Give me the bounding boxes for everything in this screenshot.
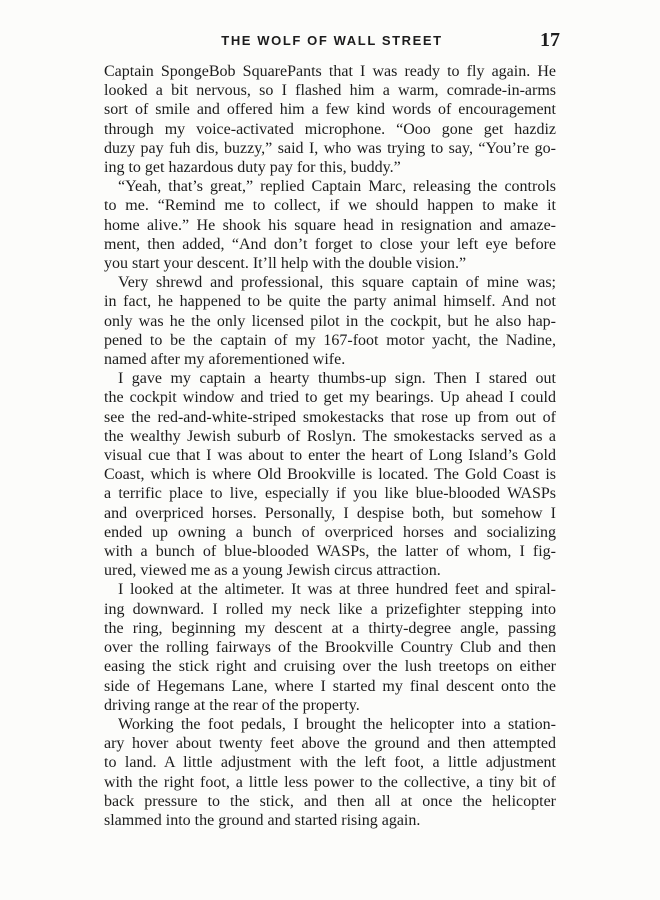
text-line: ary hover about twenty feet above the ground and then attempted (104, 735, 556, 753)
text-line: ment, then added, “And don’t forget to close your left eye before (104, 235, 556, 253)
text-line: you start your descent. It’ll help with the double vision.” (104, 255, 467, 273)
text-line: back pressure to the stick, and then all at once the helicopter (104, 792, 556, 810)
text-line: ing to get hazardous duty pay for this, buddy.” (104, 159, 401, 177)
text-line: the wealthy Jewish suburb of Roslyn. The smokestacks served as a (104, 427, 556, 445)
text-line: Working the foot pedals, I brought the helicopter into a station- (118, 715, 556, 733)
text-line: I looked at the altimeter. It was at three hundred feet and spiral- (118, 581, 556, 599)
text-line: the ring, beginning my descent at a thirty-degree angle, passing (104, 619, 556, 637)
page-number: 17 (540, 29, 560, 51)
text-line: side of Hegemans Lane, where I started my final descent onto the (104, 677, 556, 695)
running-head: THE WOLF OF WALL STREET (221, 33, 443, 48)
text-line: visual cue that I was about to enter the heart of Long Island’s Gold (104, 447, 556, 465)
text-line: Very shrewd and professional, this square captain of mine was; (118, 274, 556, 292)
text-line: named after my aforementioned wife. (104, 351, 346, 369)
text-line: to me. “Remind me to collect, if we should happen to make it (104, 197, 556, 215)
text-line: with a bunch of blue-blooded WASPs, the latter of whom, I fig- (104, 543, 556, 561)
text-line: through my voice-activated microphone. “Ooo gone get hazdiz (104, 120, 556, 138)
text-line: to land. A little adjustment with the left foot, a little adjustment (104, 754, 556, 772)
text-line: over the rolling fairways of the Brookville Country Club and then (104, 639, 556, 657)
paragraph (104, 62, 556, 177)
text-line: in fact, he happened to be quite the party animal himself. And not (104, 293, 556, 311)
text-line: looked a bit nervous, so I flashed him a warm, comrade-in-arms (104, 82, 556, 100)
text-line: easing the stick right and cruising over the lush treetops on either (104, 658, 556, 676)
text-line: ended up owning a bunch of overpriced horses and socializing (104, 523, 556, 541)
text-line: slammed into the ground and started rising again. (104, 811, 421, 829)
text-line: home alive.” He shook his square head in resignation and amaze- (104, 216, 556, 234)
text-line: duzy pay fuh dis, buzzy,” said I, who was trying to say, “You’re go- (104, 139, 556, 157)
body-text (104, 62, 556, 830)
paragraph (104, 273, 556, 369)
text-line: and overpriced horses. Personally, I despise both, but somehow I (104, 504, 556, 522)
paragraph (104, 715, 556, 830)
text-line: only was he the only licensed pilot in the cockpit, but he also hap- (104, 312, 556, 330)
text-line: a terrific place to live, especially if you like blue-blooded WASPs (104, 485, 556, 503)
text-line: the cockpit window and tried to get my bearings. Up ahead I could (104, 389, 556, 407)
paragraph (104, 177, 556, 273)
text-line: I gave my captain a hearty thumbs-up sign. Then I stared out (118, 370, 556, 388)
text-line: Coast, which is where Old Brookville is located. The Gold Coast is (104, 466, 556, 484)
text-line: Captain SpongeBob SquarePants that I was ready to fly again. He (104, 63, 556, 80)
text-line: driving range at the rear of the property. (104, 696, 360, 714)
text-line: pened to be the captain of my 167-foot motor yacht, the Nadine, (104, 331, 556, 349)
text-line: see the red-and-white-striped smokestacks that rose up from out of (104, 408, 556, 426)
paragraph (104, 369, 556, 580)
text-line: sort of smile and offered him a few kind words of encouragement (104, 101, 556, 119)
text-line: “Yeah, that’s great,” replied Captain Marc, releasing the controls (118, 178, 556, 196)
text-line: with the right foot, a little less power to the collective, a tiny bit of (104, 773, 556, 791)
text-line: ured, viewed me as a young Jewish circus attraction. (104, 562, 441, 580)
paragraph (104, 580, 556, 714)
text-line: ing downward. I rolled my neck like a prizefighter stepping into (104, 600, 556, 618)
page-header (104, 29, 560, 53)
